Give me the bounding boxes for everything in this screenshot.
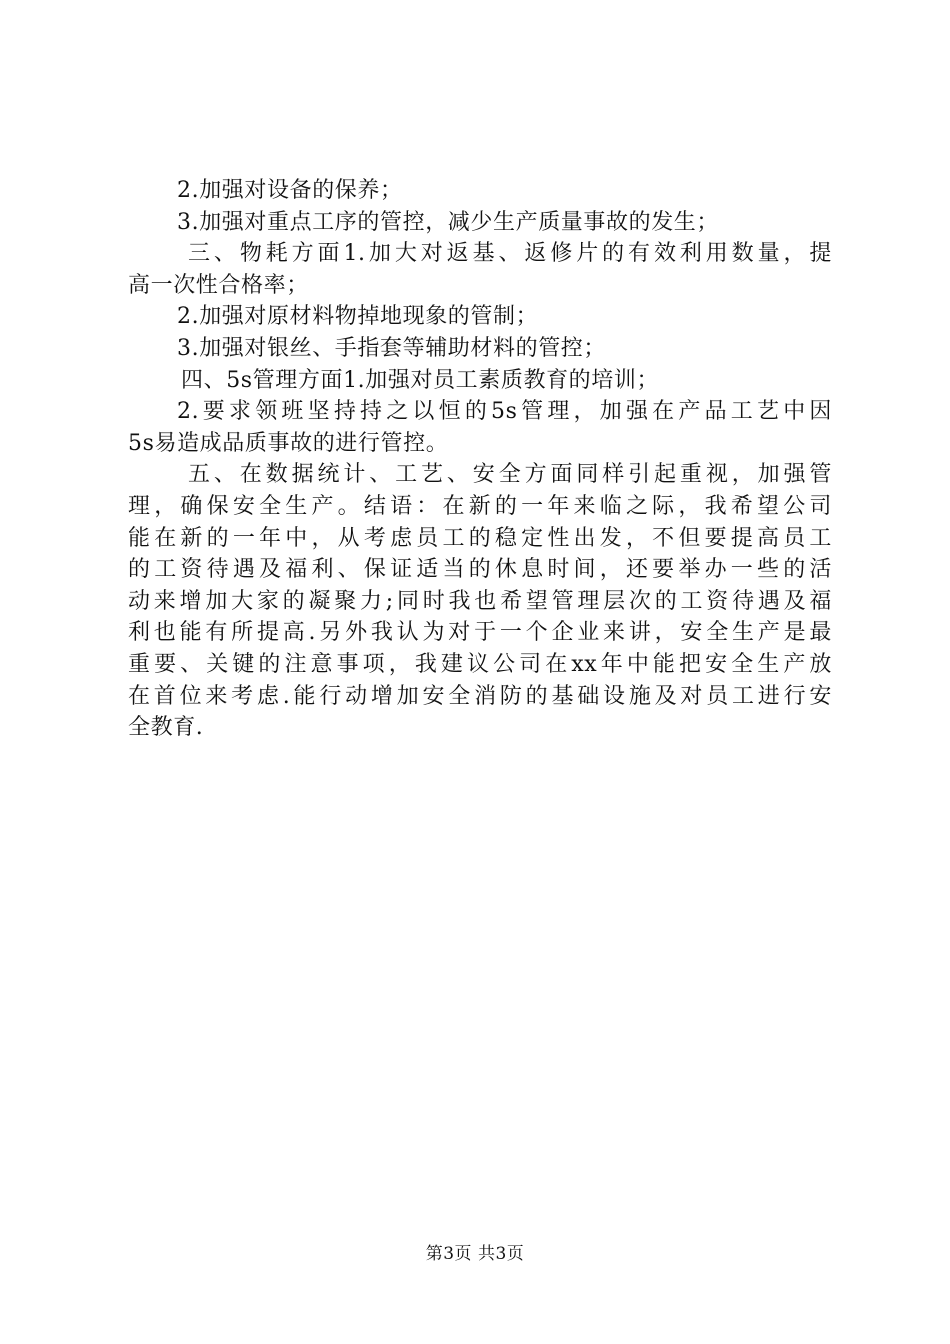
text-line: 四、5s管理方面1.加强对员工素质教育的培训； bbox=[181, 367, 660, 393]
text-line: 五、在数据统计、工艺、安全方面同样引起重视，加强管 bbox=[188, 462, 832, 488]
page-number-footer: 第3页 共3页 bbox=[425, 1244, 525, 1264]
text-line: 能在新的一年中，从考虑员工的稳定性出发，不但要提高员工 bbox=[128, 525, 832, 551]
text-line: 三、物耗方面1.加大对返基、返修片的有效利用数量，提 bbox=[188, 241, 832, 267]
text-line: 2.加强对原材料物掉地现象的管制； bbox=[177, 304, 539, 330]
text-line: 利也能有所提高.另外我认为对于一个企业来讲，安全生产是最 bbox=[128, 620, 832, 646]
text-line: 的工资待遇及福利、保证适当的休息时间，还要举办一些的活 bbox=[128, 557, 832, 583]
text-line: 全教育. bbox=[128, 715, 204, 741]
text-line: 动来增加大家的凝聚力;同时我也希望管理层次的工资待遇及福 bbox=[128, 588, 832, 614]
text-line: 高一次性合格率； bbox=[128, 272, 309, 298]
text-line: 理，确保安全生产。结语：在新的一年来临之际，我希望公司 bbox=[128, 493, 832, 519]
text-line: 在首位来考虑.能行动增加安全消防的基础设施及对员工进行安 bbox=[128, 683, 832, 709]
document-body bbox=[128, 175, 832, 744]
text-line: 3.加强对重点工序的管控，减少生产质量事故的发生； bbox=[177, 209, 719, 235]
text-line: 2.要求领班坚持持之以恒的5s管理，加强在产品工艺中因 bbox=[177, 399, 832, 425]
text-line: 3.加强对银丝、手指套等辅助材料的管控； bbox=[177, 335, 606, 361]
text-line: 重要、关键的注意事项，我建议公司在xx年中能把安全生产放 bbox=[128, 651, 832, 677]
text-line: 2.加强对设备的保养； bbox=[177, 178, 403, 203]
text-line: 5s易造成品质事故的进行管控。 bbox=[128, 430, 449, 456]
